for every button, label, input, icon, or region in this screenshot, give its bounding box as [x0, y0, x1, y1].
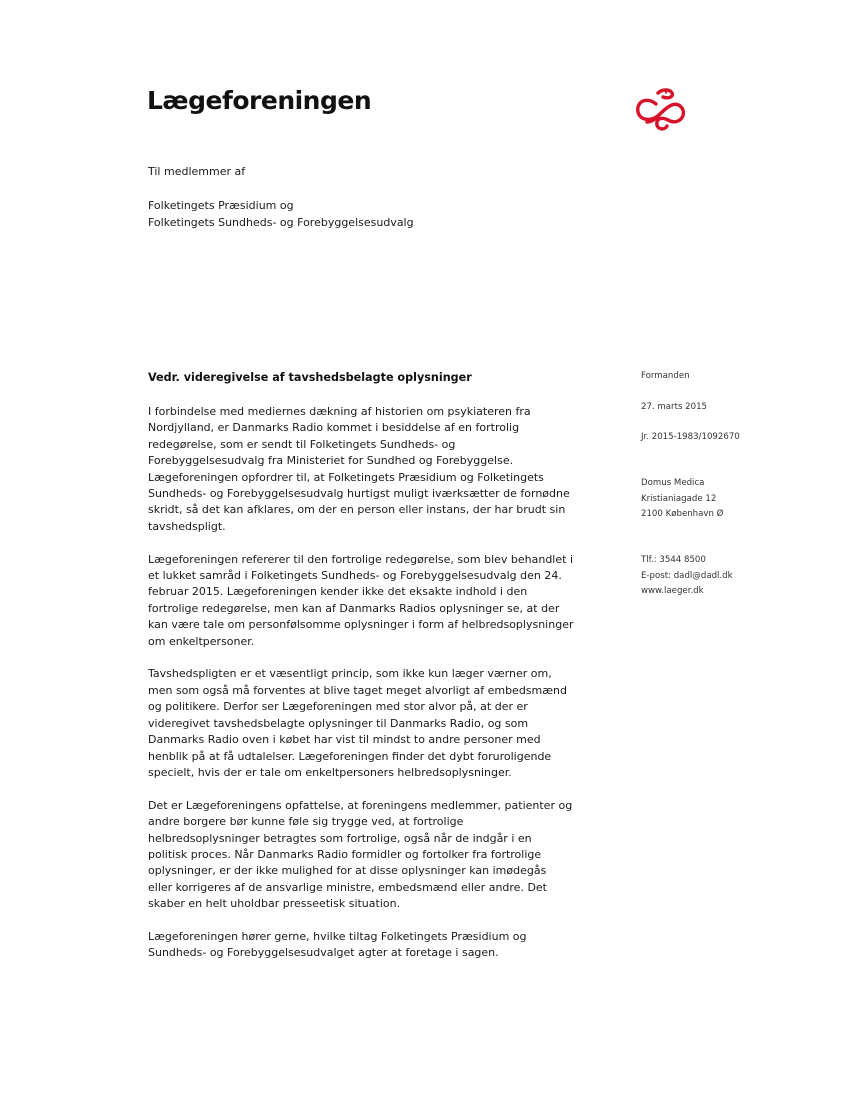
body-paragraph: I forbindelse med mediernes dækning af historien om psykiateren fra Nordjylland, er Danmarks Radio kommet i besiddelse af en fortrolig redegørelse, som er sendt til Folketingets Sundheds- og Forebyggelsesudvalg fra Ministeriet for Sundhed og Forebyggelse. Lægeforeningen opfordrer til, at Folketingets Præsidium og Folketingets Sundheds- og Forebyggelsesudvalg hurtigst muligt iværksætter de fornødne skridt, så det kan afklares, om der en person eller instans, der har brudt sin tavshedspligt.: [148, 405, 570, 533]
body-paragraph: Lægeforeningen hører gerne, hvilke tiltag Folketingets Præsidium og Sundheds- og Forebyggelsesudvalget agter at foretage i sagen.: [148, 929, 527, 960]
body-paragraph: Lægeforeningen refererer til den fortrolige redegørelse, som blev behandlet i et lukket samråd i Folketingets Sundheds- og Forebyggelsesudvalg den 24. februar 2015. Lægeforeningen kender ikke det eksakte indhold i den fortrolige redegørelse, men kan af Danmarks Radios oplysninger se, at der kan være tale om personfølsomme oplysninger i form af helbredsoplysninger om enkeltpersoner.: [148, 552, 574, 648]
recipient-line: Folketingets Præsidium og: [148, 199, 294, 212]
sender-title: Formanden: [641, 371, 690, 381]
contact-website[interactable]: www.laeger.dk: [641, 586, 704, 597]
address-building: Domus Medica: [641, 478, 705, 488]
sidebar-date: [641, 400, 707, 416]
recipient-line: Folketingets Sundheds- og Forebyggelsesudvalg: [148, 216, 414, 229]
recipient-line: Til medlemmer af: [148, 165, 246, 178]
sidebar-sender: [641, 369, 690, 385]
address-street: Kristianiagade 12: [641, 493, 717, 504]
sidebar-journal: [641, 430, 740, 446]
body-paragraph: Det er Lægeforeningens opfattelse, at foreningens medlemmer, patienter og andre borgere bør kunne føle sig trygge ved, at fortrolige helbredsoplysninger betragtes som fortrolige, også når de indgår i en politisk proces. Når Danmarks Radio formidler og fortolker fra fortrolige oplysninger, er der ikke mulighed for at disse oplysninger kan imødegås eller korrigeres af de ansvarlige ministre, embedsmænd eller andre. Det skaber en helt uholdbar presseetisk situation.: [148, 798, 573, 911]
letter-subject: Vedr. videregivelse af tavshedsbelagte oplysninger: [148, 371, 472, 384]
address-city: 2100 København Ø: [641, 509, 724, 520]
journal-number: Jr. 2015-1983/1092670: [641, 432, 740, 442]
letter-date: 27. marts 2015: [641, 402, 708, 412]
organization-name: Lægeforeningen: [147, 86, 372, 115]
sidebar-contact: [641, 553, 733, 600]
organization-logo-icon: [632, 86, 688, 132]
sidebar-address: [641, 476, 723, 523]
body-paragraph: Tavshedspligten er et væsentligt princip, som ikke kun læger værner om, men som også må forventes at blive taget meget alvorligt af embedsmænd og politikere. Derfor ser Lægeforeningen med stor alvor på, at der er videregivet tavshedsbelagte oplysninger til Danmarks Radio, og som Danmarks Radio oven i købet har vist til mindst to andre personer med henblik på at få udtalelser. Lægeforeningen finder det dybt foruroligende specielt, hvis der er tale om enkeltpersoners helbredsoplysninger.: [148, 667, 568, 779]
contact-phone: Tlf.: 3544 8500: [641, 555, 706, 565]
contact-email[interactable]: E-post: dadl@dadl.dk: [641, 570, 733, 581]
letter-body: [148, 404, 608, 978]
recipient-block: [148, 163, 414, 231]
